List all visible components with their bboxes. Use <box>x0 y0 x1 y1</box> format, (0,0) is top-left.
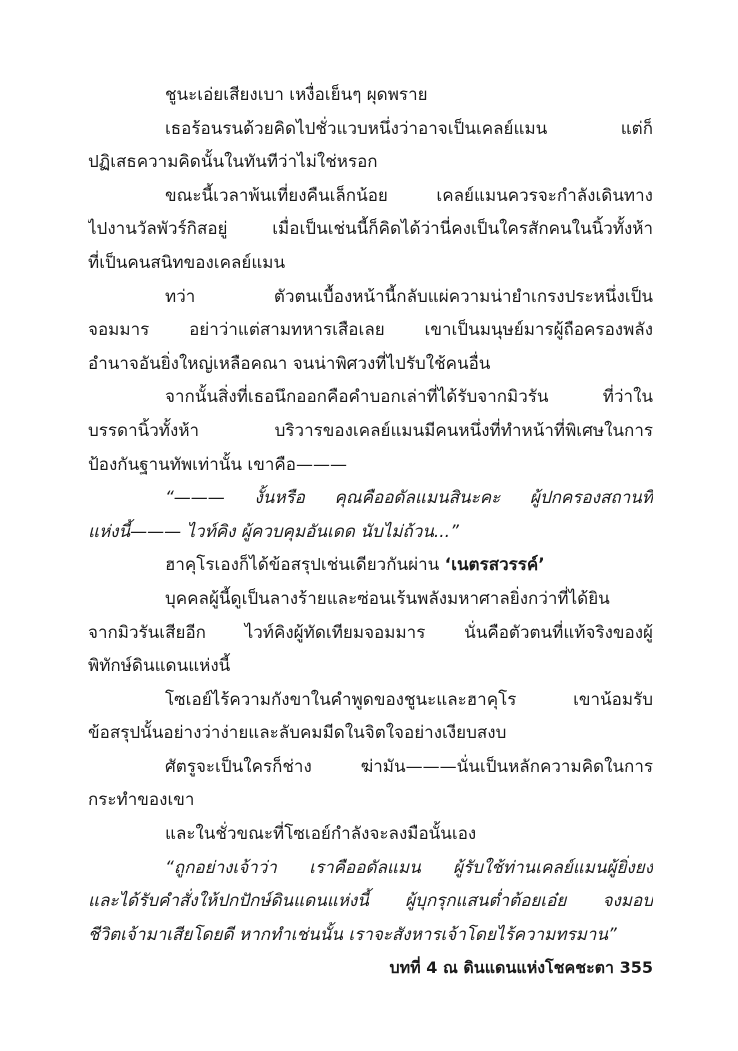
paragraph-line: และในชั่วขณะที่โซเอย์กำลังจะลงมือนั้นเอง <box>165 824 477 845</box>
dialogue-line: แห่งนี้——— ไวท์คิง ผู้ควบคุมอันเดด นับไม่ถ้วน...” <box>88 521 459 542</box>
paragraph-line: ศัตรูจะเป็นใครก็ช่าง ฆ่ามัน———นั่นเป็นหลักความคิดในการ <box>165 756 653 777</box>
paragraph-line: ไปงานวัลพัวร์กิสอยู่ เมื่อเป็นเช่นนี้ก็คิดได้ว่านี่คงเป็นใครสักคนในนิ้วทั้งห้า <box>88 219 653 240</box>
paragraph-line <box>88 549 653 583</box>
dialogue-line: “ถูกอย่างเจ้าว่า เราคืออดัลแมน ผู้รับใช้ท่านเคลย์แมนผู้ยิ่งยง <box>165 857 653 878</box>
dialogue-line: ชีวิตเจ้ามาเสียโดยดี หากทำเช่นนั้น เราจะสังหารเจ้าโดยไร้ความทรมาน” <box>88 924 617 945</box>
paragraph-line: ป้องกันฐานทัพเท่านั้น เขาคือ——— <box>88 454 347 475</box>
paragraph-line: จอมมาร อย่าว่าแต่สามทหารเสือเลย เขาเป็นมนุษย์มารผู้ถือครองพลัง <box>88 320 653 341</box>
page-body <box>88 79 653 952</box>
paragraph-line: จากมิวรันเสียอีก ไวท์คิงผู้ทัดเทียมจอมมาร นั่นคือตัวตนที่แท้จริงของผู้ <box>88 622 653 643</box>
paragraph-line: บรรดานิ้วทั้งห้า บริวารของเคลย์แมนมีคนหนึ่งที่ทำหน้าที่พิเศษในการ <box>88 420 653 441</box>
emphasis-term: ‘เนตรสวรรค์’ <box>444 555 545 576</box>
paragraph-line: อำนาจอันยิ่งใหญ่เหลือคณา จนน่าพิศวงที่ไปรับใช้คนอื่น <box>88 353 491 374</box>
paragraph-line: ข้อสรุปนั้นอย่างว่าง่ายและลับคมมีดในจิตใจอย่างเงียบสงบ <box>88 723 507 744</box>
paragraph-line: โซเอย์ไร้ความกังขาในคำพูดของชูนะและฮาคุโร เขาน้อมรับ <box>165 689 653 710</box>
dialogue-line: “——— งั้นหรือ คุณคืออดัลแมนสินะคะ ผู้ปกครองสถานที่ <box>165 488 653 509</box>
paragraph-line: ทว่า ตัวตนเบื้องหน้านี้กลับแผ่ความน่ายำเกรงประหนึ่งเป็น <box>165 286 653 307</box>
paragraph-line: ขณะนี้เวลาพ้นเที่ยงคืนเล็กน้อย เคลย์แมนควรจะกำลังเดินทาง <box>165 185 653 206</box>
line-text: ฮาคุโรเองก็ได้ข้อสรุปเช่นเดียวกันผ่าน <box>165 555 445 576</box>
paragraph-line: บุคคลผู้นี้ดูเป็นลางร้ายและซ่อนเร้นพลังมหาศาลยิ่งกว่าที่ได้ยิน <box>165 588 610 609</box>
paragraph-line: กระทำของเขา <box>88 790 195 811</box>
paragraph-line: ชูนะเอ่ยเสียงเบา เหงื่อเย็นๆ ผุดพราย <box>165 85 428 105</box>
dialogue-line: และได้รับคำสั่งให้ปกปักษ์ดินแดนแห่งนี้ ผู้บุกรุกแสนต่ำต้อยเอ๋ย จงมอบ <box>88 891 653 912</box>
page-footer: บทที่ 4 ณ ดินแดนแห่งโชคชะตา 355 <box>389 958 653 977</box>
paragraph-line: เธอร้อนรนด้วยคิดไปชั่วแวบหนึ่งว่าอาจเป็นเคลย์แมน แต่ก็ <box>165 118 653 139</box>
paragraph-line: จากนั้นสิ่งที่เธอนึกออกคือคำบอกเล่าที่ได้รับจากมิวรัน ที่ว่าใน <box>165 387 653 408</box>
paragraph-line: ปฏิเสธความคิดนั้นในทันทีว่าไม่ใช่หรอก <box>88 152 378 173</box>
paragraph-line: ที่เป็นคนสนิทของเคลย์แมน <box>88 252 286 273</box>
paragraph-line: พิทักษ์ดินแดนแห่งนี้ <box>88 656 231 677</box>
